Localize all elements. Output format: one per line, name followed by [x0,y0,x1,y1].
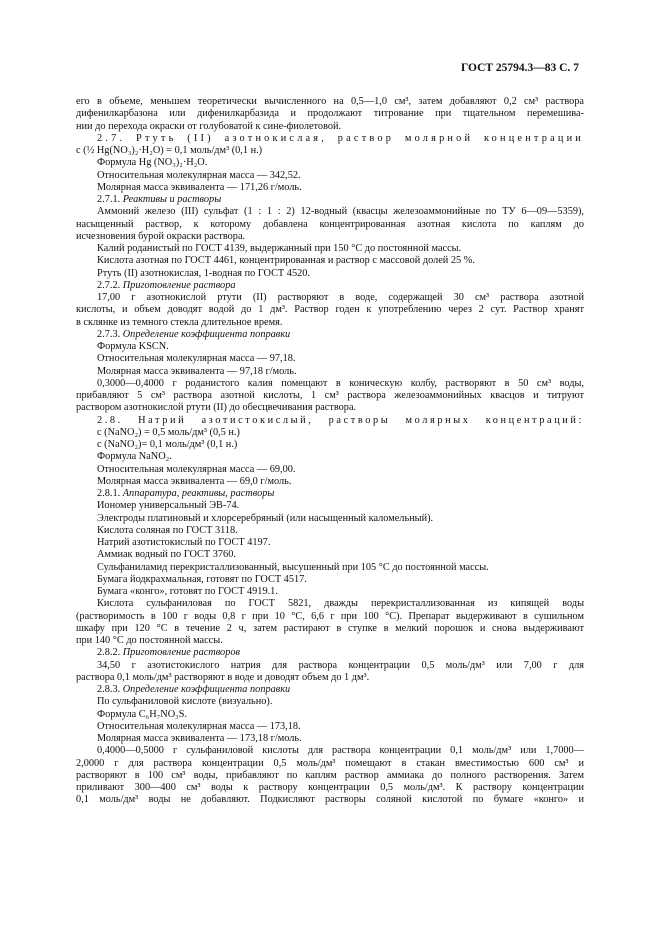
text-line: раствора 0,1 моль/дм³ растворяют в воде и доводят объем до 1 дм³. [76,671,370,683]
document-body [76,96,584,807]
text-line: Калий роданистый по ГОСТ 4139, выдержанный при 150 °С до постоянной массы. [97,243,462,254]
text-line: растворяют в 100 см³ воды, прибавляют по каплям раствор аммиака до полного растворения. Затем [76,769,584,781]
text-line: Относительная молекулярная масса — 97,18. [97,353,296,365]
text-line: Относительная молекулярная масса — 173,18. [97,720,301,732]
italic-heading: Приготовление раствора [122,279,236,291]
italic-heading: Определение коэффициента поправки [122,328,291,340]
text-line: 2.8.2. Приготовление растворов [97,647,240,659]
text-line: 0,1 моль/дм³ воды не добавляют. Подкисляют растворы соляной кислотой по бумаге «конго» и [76,794,584,806]
text-line: Ртуть (II) азотнокислая, 1-водная по ГОСТ 4520. [97,267,310,279]
text-line: 0,4000—0,5000 г сульфаниловой кислоты для раствора концентрации 0,1 моль/дм³ или 1,7000— [97,745,584,757]
text-line: 0,3000—0,4000 г роданистого калия помещают в коническую колбу, растворяют в 50 см³ воды, [97,377,584,389]
text-line: Формула Hg (NO₃)₂·H₂O. [97,157,208,169]
text-line: 2.7. Ртуть (II) азотнокислая, раствор молярной концентрации [97,132,584,144]
text-line: Молярная масса эквивалента — 171,26 г/моль. [97,181,302,193]
text-line: Бумага йодкрахмальная, готовят по ГОСТ 4517. [97,573,307,585]
text-line: 2.7.3. Определение коэффициента поправки [97,328,291,340]
text-line: исчезновения бурой окраски раствора. [76,230,246,242]
text-line: прибавляют 5 см³ раствора азотной кислоты, 1 см³ раствора железоаммонийных квасцов и титруют [76,390,584,401]
italic-heading: Определение коэффициента поправки [122,684,291,695]
text-line: в склянке из темного стекла длительное время. [76,316,283,328]
text-line: нии до перехода окраски от голубоватой к сине-фиолетовой. [76,120,342,132]
text-line: По сульфаниловой кислоте (визуально). [97,696,273,708]
text-line: приливают 300—400 см³ воды к раствору концентрации 0,5 моль/дм³. К раствору концентрации [76,782,584,793]
text-line: Молярная масса эквивалента — 97,18 г/моль. [97,365,297,377]
text-line: Молярная масса эквивалента — 173,18 г/моль. [97,733,302,744]
text-line: 2.7.1. Реактивы и растворы [97,194,222,205]
text-line: Иономер универсальный ЭВ-74. [97,500,240,512]
text-line: Формула C₆H₇NO₃S. [97,708,188,720]
text-line: c (NaNO₂) = 0,5 моль/дм³ (0,5 н.) [97,426,240,438]
text-line: c (NaNO₂)= 0,1 моль/дм³ (0,1 н.) [97,439,238,450]
text-line: Относительная молекулярная масса — 342,52. [97,169,301,181]
text-line: 17,00 г азотнокислой ртути (II) растворяют в воде, содержащей 30 см³ раствора азотной [97,292,584,303]
text-line: Кислота соляная по ГОСТ 3118. [97,524,238,536]
text-line: Формула KSCN. [97,341,169,352]
text-line: Относительная молекулярная масса — 69,00. [97,463,296,475]
text-line: Кислота сульфаниловая по ГОСТ 5821, дважды перекристаллизованная из кипящей воды [97,598,584,610]
text-line: шкафу при 120 °С в течение 2 ч, затем растирают в ступке в мелкий порошок и снова выдерживают [76,622,584,634]
text-line: Сульфаниламид перекристаллизованный, высушенный при 105 °С до постоянной массы. [97,561,489,573]
text-line: 2.8. Натрий азотистокислый, растворы молярных концентраций: [97,414,584,426]
text-line: Аммоний железо (III) сульфат (1 : 1 : 2) 12-водный (квасцы железоаммонийные по ТУ 6—09—5359), [97,206,584,218]
text-line: кислоты, и объем доводят водой до 1 дм³. Раствор годен к употреблению через 2 сут. Раствор хранят [76,304,584,316]
text-line: раствором азотнокислой ртути (II) до обесцвечивания раствора. [76,402,357,414]
text-line: насыщенный раствор, к которому добавлена концентрированная азотная кислота по каплям до [76,218,584,230]
text-line: Натрий азотистокислый по ГОСТ 4197. [97,537,271,548]
text-line: 2.8.3. Определение коэффициента поправки [97,684,291,695]
text-line: 2.7.2. Приготовление раствора [97,279,236,291]
text-line: Формула NaNO₂. [97,451,172,463]
text-line: c (½ Hg(NO₃)₂·H₂O) = 0,1 моль/дм³ (0,1 н.) [76,145,263,156]
text-line: Кислота азотная по ГОСТ 4461, концентрированная и раствор с массовой долей 25 %. [97,255,475,267]
text-line: Молярная масса эквивалента — 69,0 г/моль. [97,475,292,487]
text-line: 2,0000 г для раствора концентрации 0,5 моль/дм³ помещают в стакан вместимостью 600 см³ и [76,757,584,769]
text-line: 2.8.1. Аппаратура, реактивы, растворы [97,488,275,499]
text-line: (растворимость в 100 г воды 0,8 г при 10 °С, 6,6 г при 100 °С). Препарат выдерживают в сушильном [76,610,584,622]
text-line: Электроды платиновый и хлорсеребряный (или насыщенный каломельный). [97,512,434,524]
text-line: Бумага «конго», готовят по ГОСТ 4919.1. [97,586,278,597]
italic-heading: Аппаратура, реактивы, растворы [122,488,275,499]
text-line: при 140 °С до постоянной массы. [76,635,223,646]
page-header: ГОСТ 25794.3—83 С. 7 [460,62,579,74]
text-line: его в объеме, меньшем теоретически вычисленного на 0,5—1,0 см³, затем добавляют 0,2 см³ раствора [76,96,584,107]
italic-heading: Реактивы и растворы [122,194,222,205]
text-line: дифенилкарбазона или дифенилкарбазида и продолжают титрование при тщательном перемешива- [76,108,584,120]
italic-heading: Приготовление растворов [122,647,240,659]
text-line: 34,50 г азотистокислого натрия для раствора концентрации 0,5 моль/дм³ или 7,00 г для [97,659,584,671]
text-line: Аммиак водный по ГОСТ 3760. [97,549,236,561]
